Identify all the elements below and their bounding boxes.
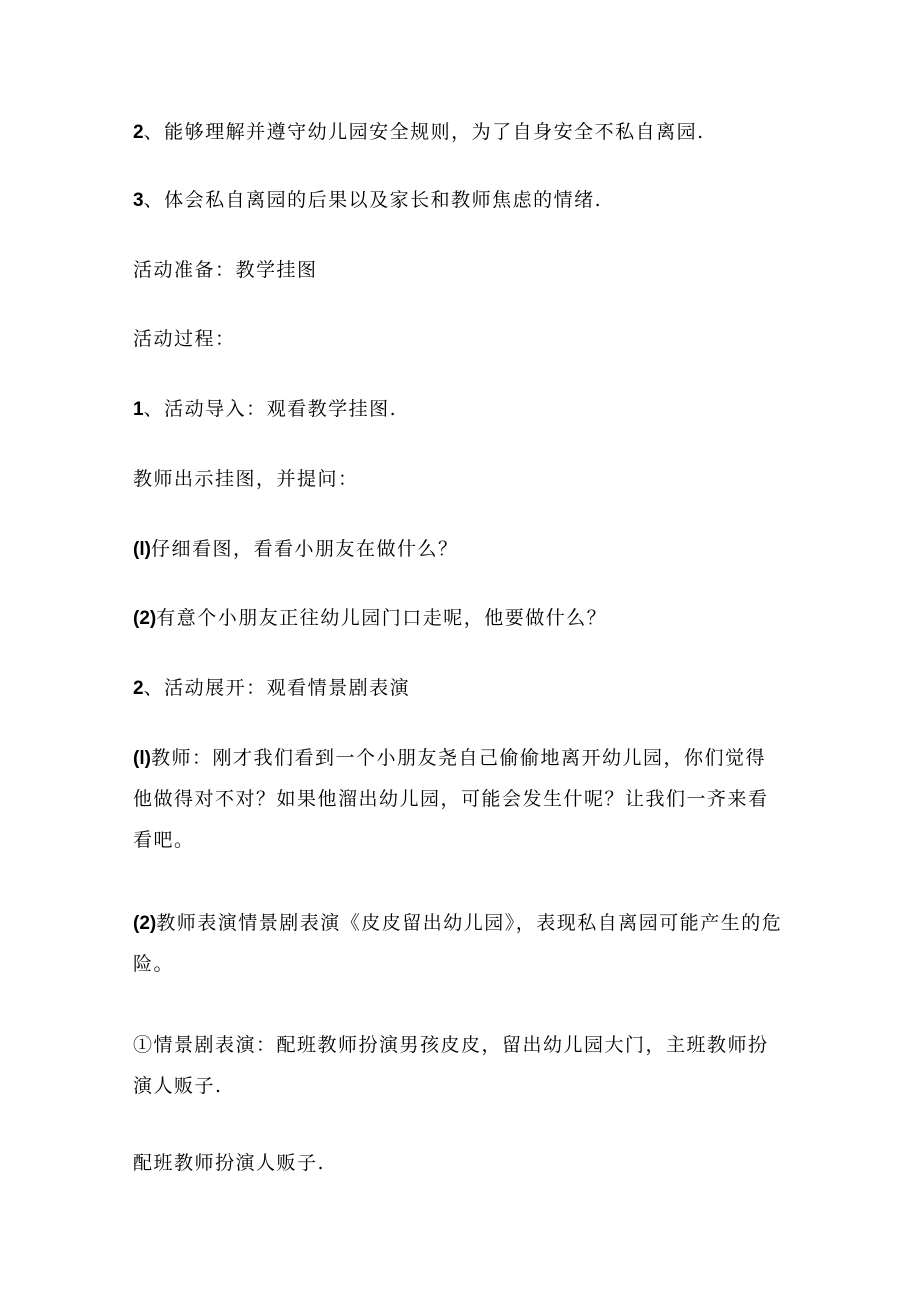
paragraph-text: 、活动导入：观看教学挂图. <box>143 398 398 420</box>
paragraph-goal-2 <box>133 112 783 153</box>
paragraph-text: 有意个小朋友正往幼儿园门口走呢，他要做什么？ <box>156 607 608 629</box>
paragraph-number: (l) <box>133 748 151 769</box>
paragraph-text: 仔细看图，看看小朋友在做什么？ <box>150 538 459 560</box>
paragraph-text: 教师表演情景剧表演《皮皮留出幼儿园》，表现私自离园可能产生的危险。 <box>133 912 783 975</box>
paragraph-number: (2) <box>133 913 157 934</box>
paragraph-activity-process <box>133 319 783 360</box>
paragraph-number: (l) <box>133 539 151 560</box>
paragraph-question-1 <box>133 529 783 570</box>
paragraph-number: 2 <box>133 678 144 699</box>
paragraph-activity-preparation <box>133 250 783 291</box>
paragraph-question-2 <box>133 598 783 639</box>
paragraph-scene-play <box>133 1025 783 1107</box>
paragraph-number: 2 <box>133 122 144 143</box>
paragraph-text: 、能够理解并遵守幼儿园安全规则，为了自身安全不私自离园. <box>143 121 705 143</box>
paragraph-teacher-shows-picture <box>133 459 783 500</box>
paragraph-text: 活动过程： <box>133 328 236 350</box>
paragraph-goal-3 <box>133 180 783 221</box>
paragraph-text: ①情景剧表演：配班教师扮演男孩皮皮，留出幼儿园大门，主班教师扮演人贩子. <box>133 1034 769 1097</box>
paragraph-teacher-performance <box>133 903 783 985</box>
paragraph-number: 1 <box>133 399 144 420</box>
paragraph-text: 教师：刚才我们看到一个小朋友尧自己偷偷地离开幼儿园，你们觉得他做得对不对？如果他溜出幼儿园，可能会发生什呢？让我们一齐来看看吧。 <box>133 747 769 851</box>
paragraph-step-2 <box>133 668 783 709</box>
paragraph-assistant-teacher <box>133 1143 783 1184</box>
paragraph-number: 3 <box>133 190 144 211</box>
paragraph-text: 、体会私自离园的后果以及家长和教师焦虑的情绪. <box>143 189 603 211</box>
paragraph-text: 教师出示挂图，并提问： <box>133 468 359 490</box>
paragraph-text: 配班教师扮演人贩子. <box>133 1152 326 1174</box>
paragraph-step-1 <box>133 389 783 430</box>
paragraph-text: 、活动展开：观看情景剧表演 <box>143 677 411 699</box>
paragraph-text: 活动准备：教学挂图 <box>133 259 318 281</box>
paragraph-number: (2) <box>133 608 157 629</box>
paragraph-teacher-speech <box>133 738 783 861</box>
